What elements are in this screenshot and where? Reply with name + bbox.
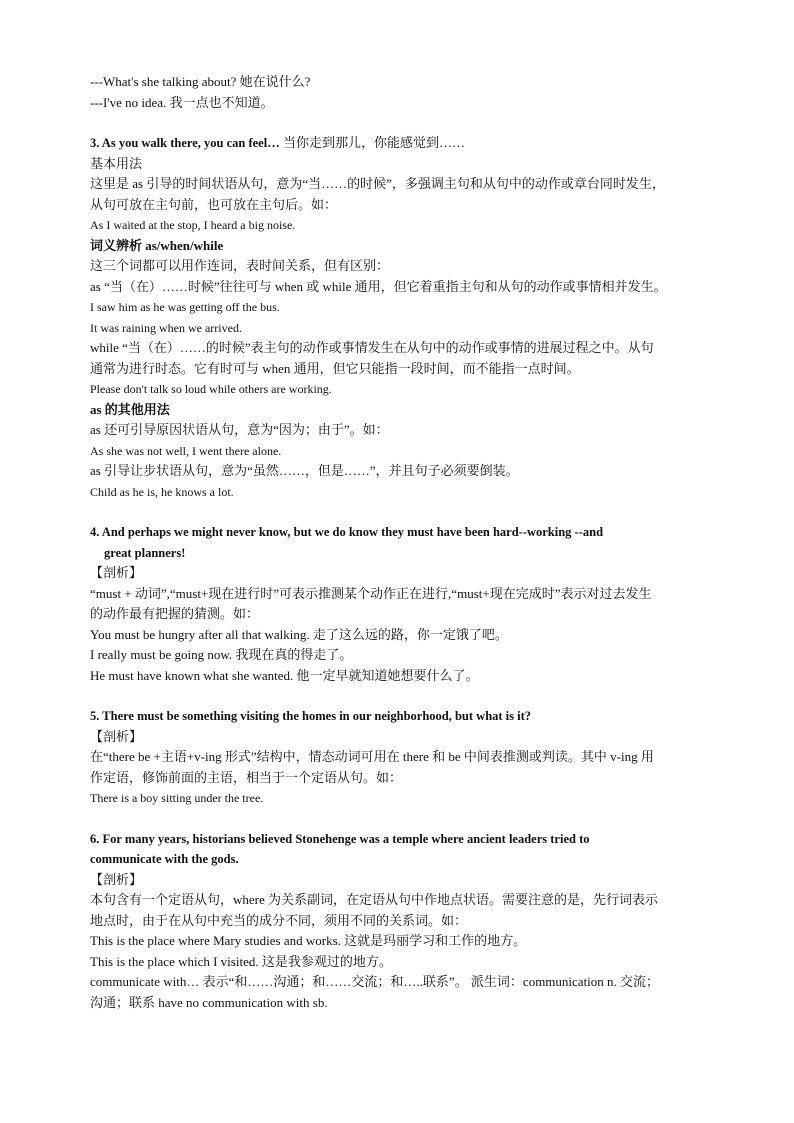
section-3-other-usage-paragraph-2: as 引导让步状语从句，意为“虽然……，但是……”，并且句子必须要倒装。 bbox=[90, 463, 519, 478]
section-3-title-cn: 当你走到那儿，你能感觉到…… bbox=[279, 135, 465, 150]
section-3-other-usage-paragraph-1: as 还可引导原因状语从句，意为“因为；由于”。如： bbox=[90, 422, 389, 437]
document-page bbox=[90, 72, 710, 1013]
section-4-example-3: He must have known what she wanted. 他一定早就知道她想要什么了。 bbox=[90, 667, 479, 683]
section-3-example-3: It was raining when we arrived. bbox=[90, 320, 242, 335]
section-3-while-definition-a: while “当（在）……的时候”表主句的动作或事情发生在从句中的动作或事情的进展过程之中。从句 bbox=[90, 340, 654, 355]
section-3-as-definition: as “当（在）……时候”往往可与 when 或 while 通用，但它着重指主句和从句的动作或事情相并发生。 bbox=[90, 278, 667, 294]
section-3-title-en: 3. As you walk there, you can feel… bbox=[90, 136, 280, 150]
section-6-analysis-label: 【剖析】 bbox=[90, 871, 143, 887]
section-4-analysis-label: 【剖析】 bbox=[90, 565, 143, 580]
section-3-paragraph-1a: 这里是 as 引导的时间状语从句，意为“当……的时候”，多强调主句和从句中的动作或章台同时发生， bbox=[90, 176, 665, 191]
section-6-title-line-2: communicate with the gods. bbox=[90, 852, 239, 866]
section-4-paragraph-1b: 的动作最有把握的猜测。如： bbox=[90, 606, 260, 621]
section-4-paragraph-1a: “must + 动词”,“must+现在进行时”可表示推测某个动作正在进行,“must+现在完成时”表示对过去发生 bbox=[90, 585, 652, 601]
section-3-example-2: I saw him as he was getting off the bus. bbox=[90, 300, 280, 314]
section-4-example-1: You must be hungry after all that walking. 走了这么远的路，你一定饿了吧。 bbox=[90, 626, 508, 642]
section-6-paragraph-2a: communicate with… 表示“和……沟通；和……交流；和…..联系”。 派生词：communication n. 交流； bbox=[90, 974, 660, 989]
section-4-title-line-1: 4. And perhaps we might never know, but we do know they must have been hard--working --and bbox=[90, 525, 604, 539]
section-6-paragraph-1a: 本句含有一个定语从句，where 为关系副词，在定语从句中作地点状语。需要注意的是，先行词表示 bbox=[90, 892, 659, 907]
section-5-example-1: There is a boy sitting under the tree. bbox=[90, 791, 264, 805]
section-5-paragraph-1a: 在“there be +主语+v-ing 形式”结构中，情态动词可用在 there 和 be 中间表推测或判读。其中 v-ing 用 bbox=[90, 749, 654, 764]
dialogue-line-1: ---What's she talking about? 她在说什么? bbox=[90, 74, 311, 89]
section-3-while-definition-b: 通常为进行时态。它有时可与 when 通用，但它只能指一段时间，而不能指一点时间。 bbox=[90, 360, 580, 376]
section-6-paragraph-1b: 地点时，由于在从句中充当的成分不同，须用不同的关系词。如： bbox=[90, 912, 468, 928]
section-4-title-line-2: great planners! bbox=[104, 545, 186, 560]
section-3-example-1: As I waited at the stop, I heard a big noise. bbox=[90, 218, 296, 232]
section-3-title bbox=[90, 133, 710, 154]
section-5-paragraph-1b: 作定语，修饰前面的主语，相当于一个定语从句。如： bbox=[90, 769, 403, 785]
section-3-compare-paragraph: 这三个词都可以用作连词，表时间关系，但有区别： bbox=[90, 258, 390, 273]
dialogue-line-2: ---I've no idea. 我一点也不知道。 bbox=[90, 94, 274, 110]
section-3-example-6: Child as he is, he knows a lot. bbox=[90, 484, 234, 499]
section-3-example-4: Please don't talk so loud while others are working. bbox=[90, 382, 332, 396]
section-5-analysis-label: 【剖析】 bbox=[90, 728, 143, 744]
section-4-example-2: I really must be going now. 我现在真的得走了。 bbox=[90, 647, 353, 662]
section-3-basic-label: 基本用法 bbox=[90, 155, 143, 171]
section-3-paragraph-1b: 从句可放在主句前，也可放在主句后。如： bbox=[90, 196, 338, 212]
section-3-compare-title: 词义辨析 as/when/while bbox=[90, 237, 224, 253]
section-6-example-2: This is the place which I visited. 这是我参观过的地方。 bbox=[90, 953, 392, 969]
section-6-example-1: This is the place where Mary studies and works. 这就是玛丽学习和工作的地方。 bbox=[90, 933, 527, 948]
section-3-other-usage-title: as 的其他用法 bbox=[90, 401, 170, 417]
section-6-paragraph-2b: 沟通；联系 have no communication with sb. bbox=[90, 994, 328, 1010]
section-3-example-5: As she was not well, I went there alone. bbox=[90, 443, 282, 458]
section-6-title-line-1: 6. For many years, historians believed Stonehenge was a temple where ancient leaders tried to bbox=[90, 831, 590, 846]
section-5-title: 5. There must be something visiting the homes in our neighborhood, but what is it? bbox=[90, 709, 532, 723]
